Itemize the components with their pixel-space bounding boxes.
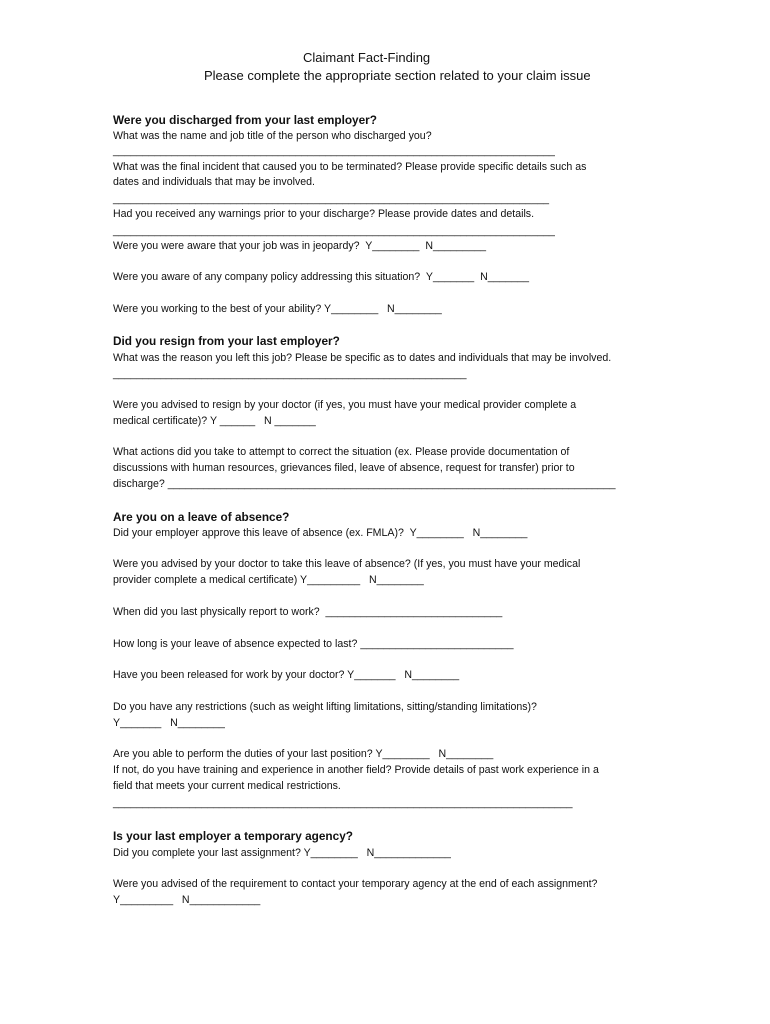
question-discharger-name: What was the name and job title of the person who discharged you?	[113, 130, 432, 142]
question-correct-situation-cont: discussions with human resources, grievances filed, leave of absence, request for transfer) prior to	[113, 462, 575, 474]
question-last-assignment[interactable]: Did you complete your last assignment? Y________ N_____________	[113, 847, 451, 859]
answer-line-reason-left[interactable]: ____________________________________________________________	[113, 368, 467, 380]
question-leave-approved[interactable]: Did your employer approve this leave of absence (ex. FMLA)? Y________ N________	[113, 527, 528, 539]
question-final-incident-cont: dates and individuals that may be involved.	[113, 176, 315, 188]
question-contact-agency-answer[interactable]: Y_________ N____________	[113, 894, 261, 906]
question-leave-duration[interactable]: How long is your leave of absence expected to last? __________________________	[113, 638, 514, 650]
question-restrictions: Do you have any restrictions (such as weight lifting limitations, sitting/standing limitations)?	[113, 701, 537, 713]
question-reason-left: What was the reason you left this job? Please be specific as to dates and individuals that may be involved.	[113, 352, 612, 364]
question-other-field: If not, do you have training and experience in another field? Provide details of past work experience in a	[113, 764, 599, 776]
question-doctor-advised-resign: Were you advised to resign by your doctor (if yes, you must have your medical provider complete a	[113, 399, 577, 411]
section-heading-discharged: Were you discharged from your last employer?	[113, 113, 377, 127]
form-subtitle: Please complete the appropriate section related to your claim issue	[204, 68, 591, 83]
question-restrictions-answer[interactable]: Y_______ N________	[113, 717, 225, 729]
answer-line-discharger-name[interactable]: ___________________________________________________________________________	[113, 145, 555, 157]
section-heading-leave: Are you on a leave of absence?	[113, 510, 290, 524]
question-last-report[interactable]: When did you last physically report to work? ______________________________	[113, 606, 503, 618]
question-warnings: Had you received any warnings prior to your discharge? Please provide dates and details.	[113, 208, 535, 220]
question-company-policy[interactable]: Were you aware of any company policy addressing this situation? Y_______ N_______	[113, 271, 529, 283]
answer-line-final-incident[interactable]: __________________________________________________________________________	[113, 193, 549, 205]
question-doctor-advised-resign-cont[interactable]: medical certificate)? Y ______ N _______	[113, 415, 316, 427]
question-doctor-advised-leave: Were you advised by your doctor to take this leave of absence? (If yes, you must have your medical	[113, 558, 581, 570]
answer-line-other-field[interactable]: ______________________________________________________________________________	[113, 797, 573, 809]
question-best-ability[interactable]: Were you working to the best of your ability? Y________ N________	[113, 303, 442, 315]
question-correct-situation-answer[interactable]: discharge? ____________________________________________________________________________	[113, 478, 616, 490]
question-doctor-advised-leave-cont[interactable]: provider complete a medical certificate) Y_________ N________	[113, 574, 424, 586]
question-released-by-doctor[interactable]: Have you been released for work by your doctor? Y_______ N________	[113, 669, 460, 681]
question-job-jeopardy[interactable]: Were you were aware that your job was in jeopardy? Y________ N_________	[113, 240, 486, 252]
question-correct-situation: What actions did you take to attempt to correct the situation (ex. Please provide documentation of	[113, 446, 570, 458]
form-title: Claimant Fact-Finding	[303, 50, 431, 65]
question-perform-duties[interactable]: Are you able to perform the duties of your last position? Y________ N________	[113, 748, 494, 760]
answer-line-warnings[interactable]: ___________________________________________________________________________	[113, 225, 555, 237]
question-final-incident: What was the final incident that caused you to be terminated? Please provide specific details such as	[113, 161, 587, 173]
question-contact-agency: Were you advised of the requirement to contact your temporary agency at the end of each assignment?	[113, 878, 598, 890]
question-other-field-cont: field that meets your current medical restrictions.	[113, 780, 341, 792]
section-heading-resign: Did you resign from your last employer?	[113, 334, 340, 348]
section-heading-temp-agency: Is your last employer a temporary agency?	[113, 829, 353, 843]
